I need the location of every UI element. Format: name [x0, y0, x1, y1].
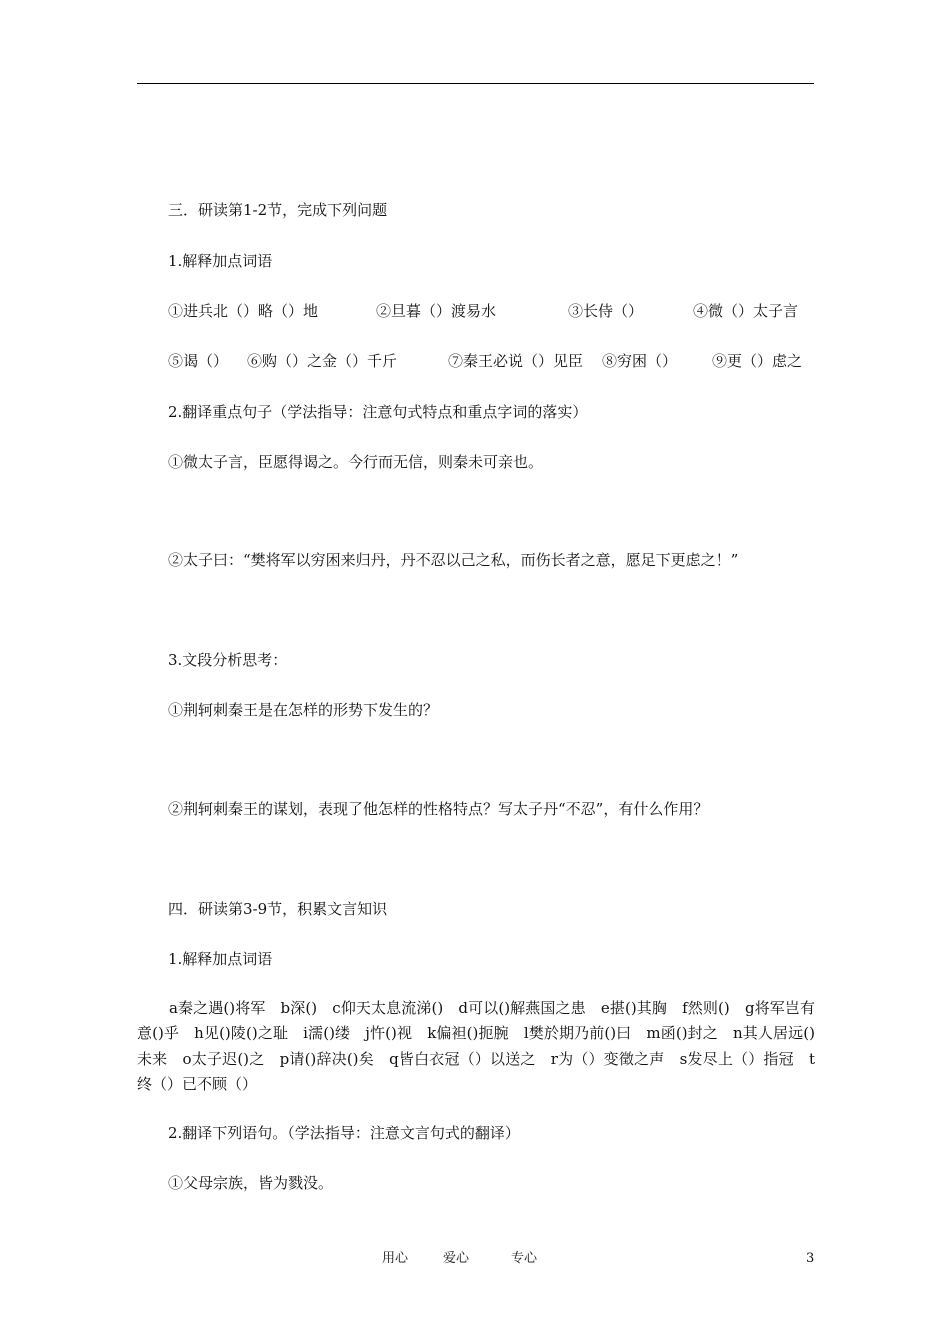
- analysis-item: ①荆轲刺秦王是在怎样的形势下发生的？: [168, 701, 439, 719]
- translation-item: ②太子曰：“樊将军以穷困来归丹，丹不忍以己之私，而伤长者之意，愿足下更虑之！”: [168, 551, 739, 569]
- section4-heading: 四．研读第3-9节，积累文言知识: [168, 900, 388, 918]
- section4-q2-title: 2.翻译下列语句。（学法指导：注意文言句式的翻译）: [168, 1124, 520, 1142]
- vocab-item: ②旦暮（）渡易水: [376, 302, 497, 320]
- section3-q2-title: 2.翻译重点句子（学法指导：注意句式特点和重点字词的落实）: [168, 403, 588, 421]
- vocab-row-2: [168, 351, 818, 371]
- translation-item: ①父母宗族，皆为戮没。: [168, 1174, 334, 1192]
- vocab-item: ⑧穷困（）: [602, 352, 678, 370]
- section3-heading: 三．研读第1-2节，完成下列问题: [168, 201, 388, 219]
- vocab-item: ⑤谒（）: [168, 352, 229, 370]
- analysis-item: ②荆轲刺秦王的谋划，表现了他怎样的性格特点？写太子丹“不忍”，有什么作用？: [168, 800, 709, 818]
- footer-motto: 用心: [382, 1251, 409, 1266]
- vocab-row-1: [168, 301, 818, 321]
- footer-motto: 专心: [511, 1251, 538, 1266]
- vocab-item: ⑦秦王必说（）见臣: [448, 352, 584, 370]
- section4-q1-title: 1.解释加点词语: [168, 950, 273, 968]
- vocab-item: ①进兵北（）略（）地: [168, 302, 319, 320]
- vocab-item: ③长侍（）: [568, 302, 644, 320]
- translation-item: ①微太子言，臣愿得谒之。今行而无信，则秦未可亲也。: [168, 453, 544, 471]
- section3-q1-title: 1.解释加点词语: [168, 252, 273, 270]
- vocab-item: ④微（）太子言: [693, 302, 799, 320]
- footer-motto: 爱心: [443, 1251, 470, 1266]
- header-rule: [137, 83, 814, 84]
- vocab-item: ⑨更（）虑之: [712, 352, 803, 370]
- vocab-item: ⑥购（）之金（）千斤: [247, 352, 398, 370]
- page-number: 3: [806, 1251, 815, 1266]
- vocab-paragraph: a秦之遇()将军 b深() c仰天太息流涕() d可以()解燕国之患 e揕()其胸 f然则() g将军岂有意()乎 h见()陵()之耻 i濡()缕 j忤()视 k偏袒()扼腕 l樊於期乃前()曰 m函()封之 n其人居远()未来 o太子迟()之 p请()辞决()矣 q皆白衣冠（）以送之 r为（）变徵之声 s发尽上（）指冠 t终（）已不顾（）: [137, 999, 815, 1093]
- section3-q3-title: 3.文段分析思考：: [168, 651, 288, 669]
